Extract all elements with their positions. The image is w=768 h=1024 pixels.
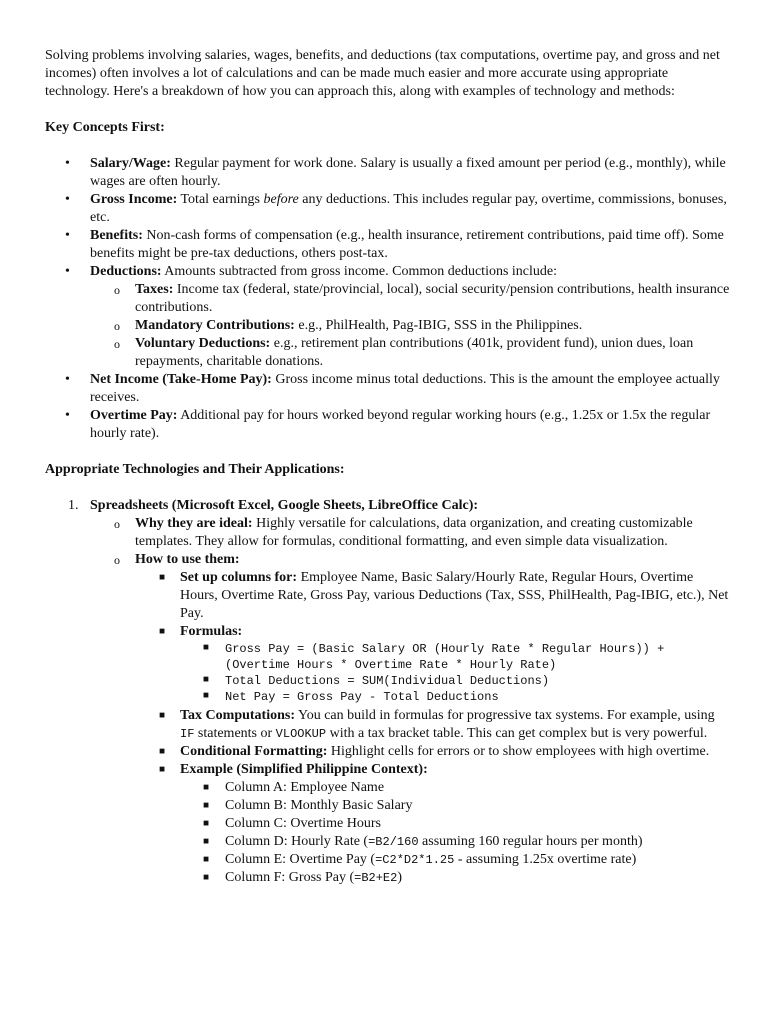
- square-bullet-icon: ■: [203, 675, 210, 686]
- circle-bullet-icon: o: [114, 319, 120, 333]
- technologies-list: [45, 497, 730, 887]
- list-item-why-ideal: o Why they are ideal: Highly versatile for calculations, data organization, and creating customizable templates. They allow for formulas, conditional formatting, and even simple data visualization.: [114, 516, 693, 549]
- formula-gross-pay: ■ Gross Pay = (Basic Salary OR (Hourly Rate * Regular Hours)) + (Overtime Hours * Overtime Rate * Hourly Rate): [203, 642, 665, 672]
- square-bullet-icon: ■: [159, 626, 166, 637]
- list-item-gross-income: • Gross Income: Total earnings before any deductions. This includes regular pay, overtime, commissions, bonuses, etc.: [65, 192, 727, 225]
- list-item-how-to-use: o How to use them:: [114, 552, 240, 567]
- bullet-icon: •: [65, 408, 70, 423]
- list-item-deductions: • Deductions: Amounts subtracted from gross income. Common deductions include:: [65, 264, 558, 279]
- list-item-example: ■ Example (Simplified Philippine Context):: [159, 762, 428, 777]
- bullet-icon: •: [65, 192, 70, 207]
- example-column-d: ■ Column D: Hourly Rate (=B2/160 assuming 160 regular hours per month): [203, 834, 643, 849]
- list-item-formulas: ■ Formulas:: [159, 624, 243, 639]
- list-item-overtime-pay: • Overtime Pay: Additional pay for hours worked beyond regular working hours (e.g., 1.25x or 1.5x the regular hourly rate).: [65, 408, 711, 441]
- square-bullet-icon: ■: [159, 746, 166, 757]
- list-number: 1.: [68, 498, 79, 513]
- list-item-taxes: o Taxes: Income tax (federal, state/provincial, local), social security/pension contributions, health insurance contributions.: [114, 282, 730, 315]
- list-item-spreadsheets: 1. Spreadsheets (Microsoft Excel, Google Sheets, LibreOffice Calc):: [68, 498, 479, 513]
- key-concepts-list: [45, 155, 730, 443]
- square-bullet-icon: ■: [203, 800, 210, 811]
- formula-net-pay: ■ Net Pay = Gross Pay - Total Deductions: [203, 690, 499, 704]
- list-item-salary: • Salary/Wage: Regular payment for work done. Salary is usually a fixed amount per period (e.g., monthly), while wages are often hourly.: [65, 156, 726, 189]
- technologies-heading: Appropriate Technologies and Their Applications:: [45, 462, 345, 477]
- example-column-b: ■ Column B: Monthly Basic Salary: [203, 798, 413, 813]
- square-bullet-icon: ■: [203, 643, 210, 654]
- list-item-benefits: • Benefits: Non-cash forms of compensation (e.g., health insurance, retirement contributions, paid time off). Some benefits might be pre-tax deductions, others post-tax.: [65, 228, 724, 261]
- bullet-icon: •: [65, 372, 70, 387]
- bullet-icon: •: [65, 156, 70, 171]
- circle-bullet-icon: o: [114, 517, 120, 531]
- square-bullet-icon: ■: [159, 710, 166, 721]
- bullet-icon: •: [65, 264, 70, 279]
- circle-bullet-icon: o: [114, 553, 120, 567]
- bullet-icon: •: [65, 228, 70, 243]
- square-bullet-icon: ■: [203, 872, 210, 883]
- circle-bullet-icon: o: [114, 283, 120, 297]
- circle-bullet-icon: o: [114, 337, 120, 351]
- list-item-conditional-formatting: ■ Conditional Formatting: Highlight cells for errors or to show employees with high overtime.: [159, 744, 710, 759]
- list-item-net-income: • Net Income (Take-Home Pay): Gross income minus total deductions. This is the amount the employee actually receives.: [65, 372, 720, 405]
- list-item-mandatory-contributions: o Mandatory Contributions: e.g., PhilHealth, Pag-IBIG, SSS in the Philippines.: [114, 318, 583, 333]
- square-bullet-icon: ■: [203, 836, 210, 847]
- square-bullet-icon: ■: [159, 572, 166, 583]
- list-item-setup-columns: ■ Set up columns for: Employee Name, Basic Salary/Hourly Rate, Regular Hours, Overtime Hours, Overtime Rate, Gross Pay, various Deductions (Tax, SSS, PhilHealth, Pag-IBIG, etc.), Net Pay.: [159, 570, 729, 621]
- list-item-voluntary-deductions: o Voluntary Deductions: e.g., retirement plan contributions (401k, provident fund), union dues, loan repayments, charitable donations.: [114, 336, 694, 369]
- square-bullet-icon: ■: [203, 818, 210, 829]
- example-column-a: ■ Column A: Employee Name: [203, 780, 385, 795]
- square-bullet-icon: ■: [203, 782, 210, 793]
- example-column-e: ■ Column E: Overtime Pay (=C2*D2*1.25 - assuming 1.25x overtime rate): [203, 852, 637, 867]
- example-column-c: ■ Column C: Overtime Hours: [203, 816, 381, 831]
- square-bullet-icon: ■: [203, 854, 210, 865]
- intro-paragraph: Solving problems involving salaries, wages, benefits, and deductions (tax computations, overtime pay, and gross and net incomes) often involves a lot of calculations and can be made much easier and more accurate using appropriate technology. Here's a breakdown of how you can approach this, along with examples of technology and methods:: [45, 48, 720, 99]
- formula-total-deductions: ■ Total Deductions = SUM(Individual Deductions): [203, 674, 550, 688]
- document-page: [45, 47, 730, 887]
- square-bullet-icon: ■: [159, 764, 166, 775]
- example-column-f: ■ Column F: Gross Pay (=B2+E2): [203, 870, 403, 885]
- list-item-tax-computations: ■ Tax Computations: You can build in formulas for progressive tax systems. For example, using IF statements or VLOOKUP with a tax bracket table. This can get complex but is very powerful.: [159, 708, 715, 741]
- square-bullet-icon: ■: [203, 691, 210, 702]
- key-concepts-heading: Key Concepts First:: [45, 120, 165, 135]
